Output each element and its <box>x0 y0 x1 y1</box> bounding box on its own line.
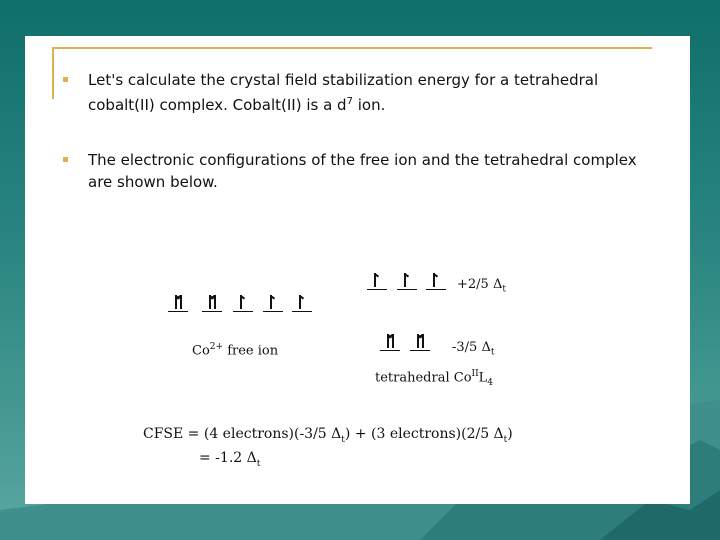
lower-level-label <box>452 340 494 358</box>
bullet-text-main: Let's calculate the crystal field stabilization energy for a tetrahedral cobalt(II) complex. Cobalt(II) is a d <box>88 71 599 114</box>
equation-sub: t <box>341 434 345 445</box>
cfse-equation-line2 <box>199 450 260 469</box>
bullet-marker <box>63 77 68 82</box>
slide-card <box>25 36 690 504</box>
free-ion-charge: 2+ <box>209 342 224 352</box>
complex-ligand: L <box>478 370 488 386</box>
bullet-text <box>88 69 648 116</box>
orbital-single <box>233 290 253 312</box>
equation-result: = -1.2 Δ <box>199 450 257 466</box>
lower-level-sub: t <box>490 347 495 358</box>
cfse-equation-line1 <box>143 426 513 445</box>
frame-top-line <box>52 47 652 49</box>
complex-ligand-count: 4 <box>487 377 494 388</box>
bullet-text: The electronic configurations of the free ion and the tetrahedral complex are shown below. <box>88 151 637 191</box>
free-ion-label <box>192 342 278 358</box>
bullet-marker <box>63 157 68 162</box>
lower-level-text: -3/5 Δ <box>452 340 491 355</box>
equation-sub: t <box>256 458 261 469</box>
orbital-single <box>263 290 283 312</box>
equation-part: ) + (3 electrons)(2/5 Δ <box>344 426 504 442</box>
upper-level-text: +2/5 Δ <box>457 277 503 292</box>
orbital-paired <box>380 329 400 351</box>
upper-level-label <box>457 277 506 295</box>
complex-ox-state: II <box>471 369 479 379</box>
orbital-paired <box>168 290 188 312</box>
free-ion-text: Co <box>192 343 210 359</box>
equation-part: CFSE = (4 electrons)(-3/5 Δ <box>143 426 342 442</box>
bullet-text-sup: 7 <box>346 96 353 107</box>
orbital-single <box>426 268 446 290</box>
equation-part: ) <box>507 426 513 442</box>
orbital-single <box>292 290 312 312</box>
complex-label <box>375 369 493 388</box>
orbital-paired <box>202 290 222 312</box>
orbital-paired <box>410 329 430 351</box>
complex-text: tetrahedral Co <box>375 370 472 386</box>
bullet-text-tail: ion. <box>352 96 386 114</box>
equation-sub: t <box>503 434 508 445</box>
upper-level-sub: t <box>502 284 506 295</box>
free-ion-tail: free ion <box>223 343 279 359</box>
orbital-single <box>397 268 417 290</box>
frame-left-line <box>52 47 54 99</box>
orbital-single <box>367 268 387 290</box>
